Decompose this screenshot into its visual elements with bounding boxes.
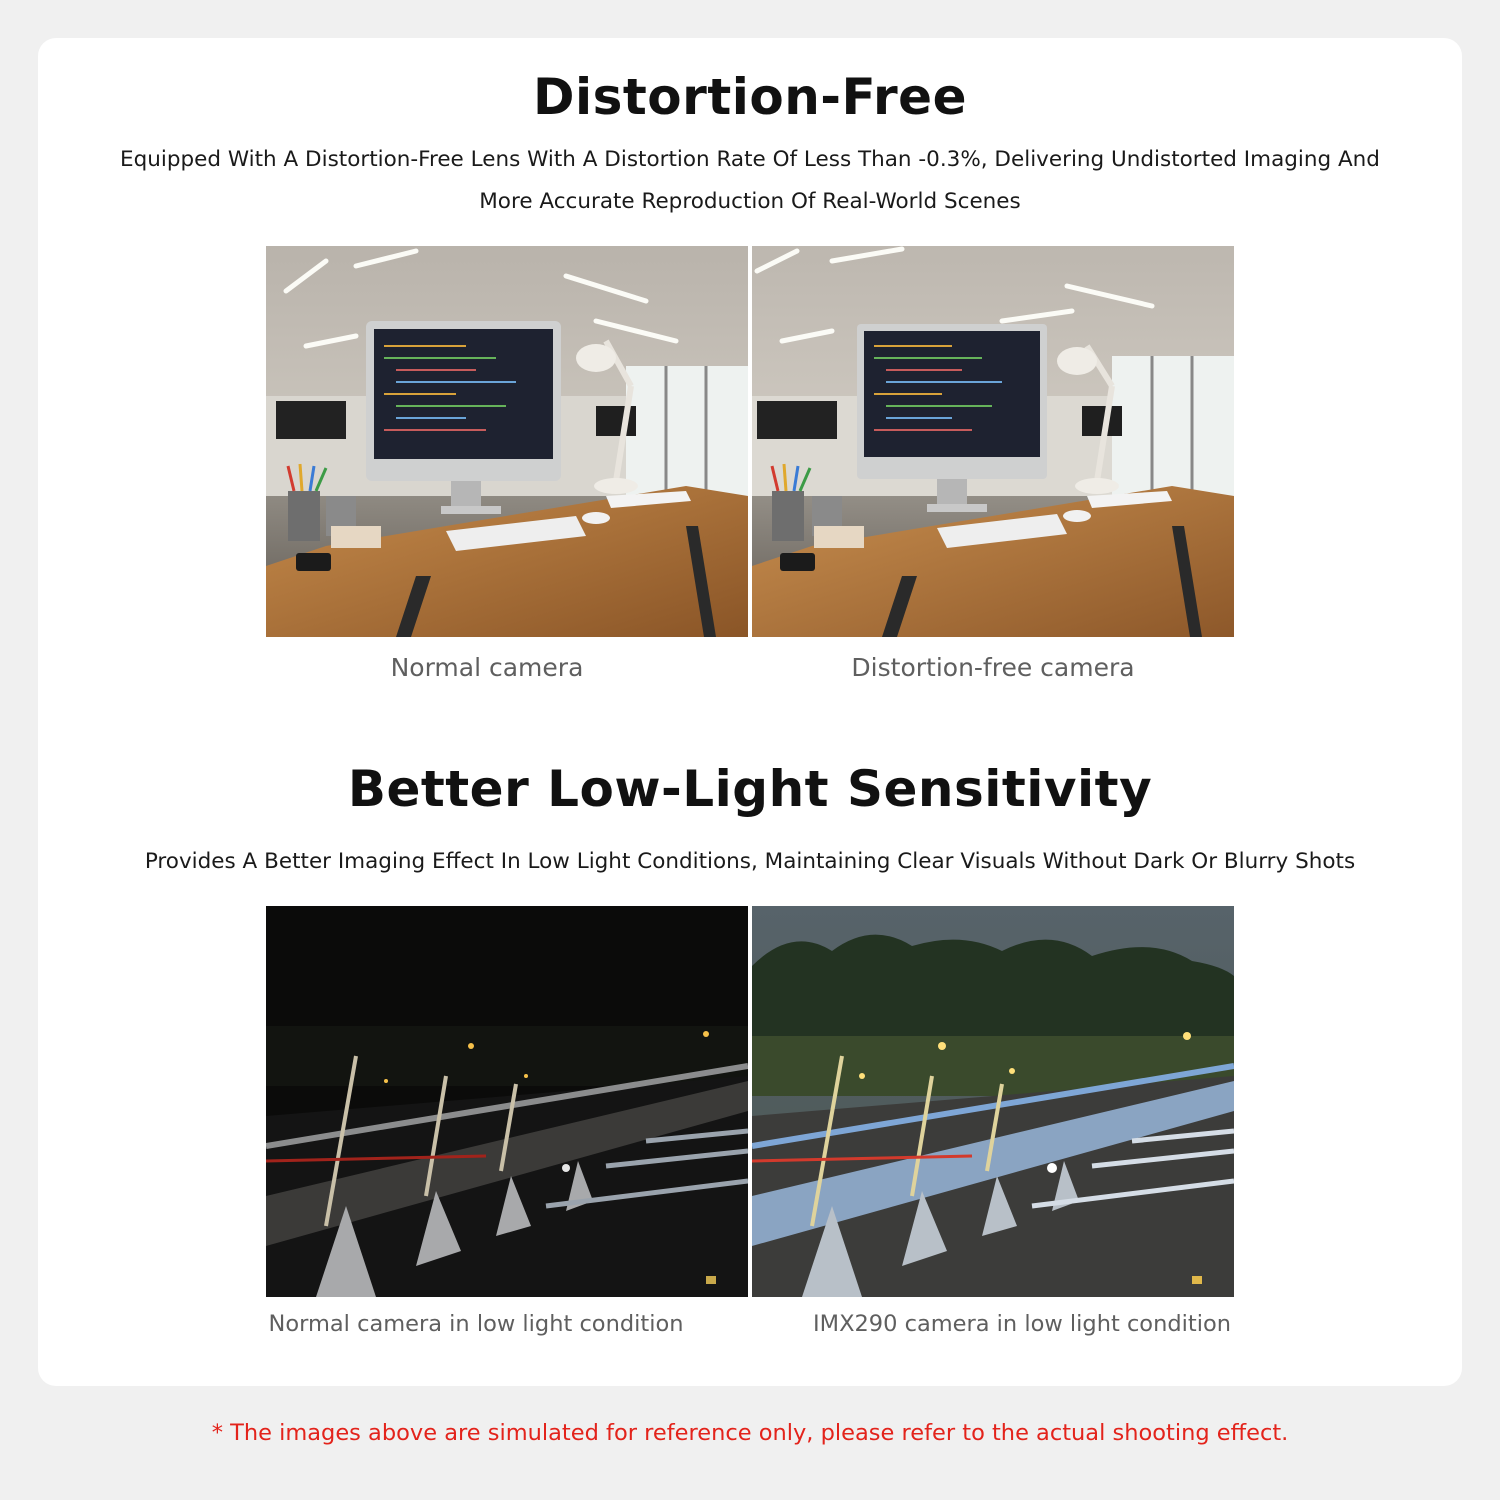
description-line-2: More Accurate Reproduction Of Real-World Scenes [479, 189, 1021, 214]
caption-distortion-free-camera: Distortion-free camera [851, 653, 1135, 682]
caption-imx290-camera-low-light: IMX290 camera in low light condition [813, 1311, 1231, 1337]
description-line-1: Equipped With A Distortion-Free Lens With A Distortion Rate Of Less Than -0.3%, Delivering Undistorted Imaging And [120, 147, 1380, 172]
office-photo-distortion-free-camera [752, 246, 1234, 637]
caption-normal-camera-low-light: Normal camera in low light condition [268, 1311, 684, 1337]
bridge-photo-imx290-camera-low-light [752, 906, 1234, 1297]
content-card [38, 38, 1462, 1386]
disclaimer-note: * The images above are simulated for reference only, please refer to the actual shooting effect. [211, 1420, 1289, 1446]
caption-normal-camera: Normal camera [390, 653, 584, 682]
section-title-low-light: Better Low-Light Sensitivity [347, 760, 1153, 818]
section-description-low-light: Provides A Better Imaging Effect In Low Light Conditions, Maintaining Clear Visuals Without Dark Or Blurry Shots [144, 849, 1356, 874]
section-description-distortion-free [60, 139, 1440, 223]
bridge-photo-normal-camera-low-light [266, 906, 748, 1297]
office-photo-normal-camera [266, 246, 748, 637]
section-title-distortion-free: Distortion-Free [533, 68, 967, 126]
